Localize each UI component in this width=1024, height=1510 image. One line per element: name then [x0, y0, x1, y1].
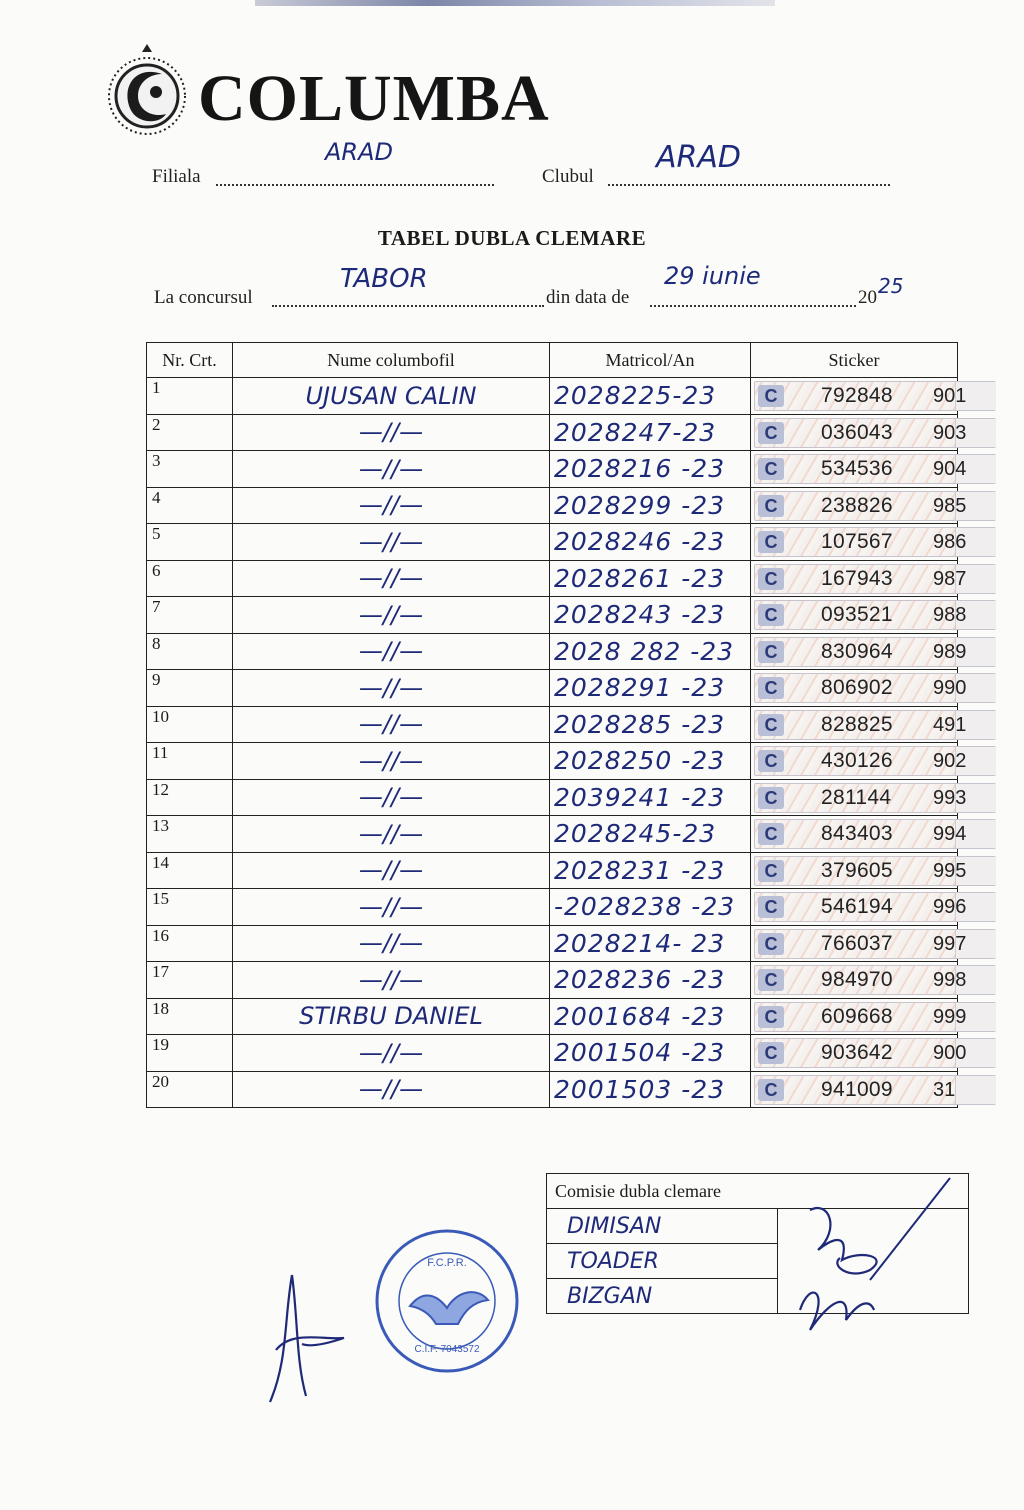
sticker	[754, 673, 996, 703]
ring-number: 2028243 -23	[550, 597, 751, 634]
sticker-seq: 989	[933, 640, 967, 663]
sticker	[754, 527, 996, 557]
sticker-seq: 990	[933, 677, 967, 699]
ring-number: 2028285 -23	[550, 706, 751, 743]
sticker-logo-icon: C	[758, 385, 784, 407]
row-number: 5	[147, 524, 233, 561]
fancier-name: —//—	[233, 524, 550, 561]
sticker-logo-icon: C	[758, 677, 784, 699]
table-row	[147, 633, 958, 670]
sticker	[754, 819, 996, 849]
sticker-logo-icon: C	[758, 604, 784, 626]
ring-number: 2028246 -23	[550, 524, 751, 561]
sticker-logo-icon: C	[758, 1079, 784, 1101]
association-stamp-icon	[372, 1226, 522, 1376]
fancier-name: —//—	[233, 779, 550, 816]
page-title: TABEL DUBLA CLEMARE	[377, 226, 647, 250]
sticker	[754, 637, 996, 667]
sticker-code: 238826	[821, 493, 893, 517]
ring-number: 2039241 -23	[550, 779, 751, 816]
committee-member-3: BIZGAN	[547, 1279, 778, 1314]
sticker-logo-icon: C	[758, 969, 784, 991]
sticker-seq: 31	[933, 1078, 956, 1101]
sticker-logo-icon: C	[758, 422, 784, 444]
sticker-code: 984970	[821, 968, 893, 991]
contest-value: TABOR	[340, 264, 428, 294]
sticker-logo-icon: C	[758, 787, 784, 809]
sticker-seq: 901	[933, 385, 967, 407]
fancier-name: —//—	[233, 414, 550, 451]
table-row	[147, 706, 958, 743]
ring-number: 2028 282 -23	[550, 633, 751, 670]
table-row	[147, 889, 958, 926]
fancier-name: —//—	[233, 487, 550, 524]
sticker-cell	[751, 706, 967, 743]
sticker-seq: 902	[933, 750, 967, 772]
clubul-label: Clubul	[542, 166, 594, 187]
sticker-seq: 993	[933, 786, 967, 809]
fancier-name: —//—	[233, 451, 550, 488]
table-row	[147, 560, 958, 597]
sticker	[754, 710, 996, 740]
sticker-code: 281144	[821, 785, 892, 809]
sticker-cell	[751, 670, 967, 707]
sticker-code: 167943	[821, 566, 893, 590]
filiala-value: ARAD	[325, 138, 393, 166]
fancier-name: —//—	[233, 852, 550, 889]
row-number: 2	[147, 414, 233, 451]
fancier-name: —//—	[233, 633, 550, 670]
ring-number: 2028236 -23	[550, 962, 751, 999]
sticker-seq: 985	[933, 494, 967, 517]
sticker	[754, 929, 996, 959]
fancier-name: —//—	[233, 706, 550, 743]
row-number: 17	[147, 962, 233, 999]
sticker-code: 546194	[821, 895, 893, 918]
sticker	[754, 892, 996, 922]
year-suffix: 25	[878, 274, 904, 298]
header-matricol: Matricol/An	[550, 343, 751, 378]
table-row	[147, 816, 958, 853]
sticker-logo-icon: C	[758, 714, 784, 736]
table-row	[147, 779, 958, 816]
sticker-seq: 997	[933, 932, 967, 955]
fancier-name: —//—	[233, 1071, 550, 1108]
sticker-seq: 904	[933, 458, 967, 480]
sticker-cell	[751, 743, 967, 780]
sticker	[754, 1075, 996, 1105]
columba-logo-icon	[102, 42, 192, 137]
sticker-logo-icon: C	[758, 458, 784, 480]
contest-line	[272, 305, 544, 307]
sticker-cell	[751, 451, 967, 488]
sticker-seq: 903	[933, 421, 967, 444]
filiala-line	[216, 184, 494, 186]
ring-number: 2028291 -23	[550, 670, 751, 707]
ring-number: 2001503 -23	[550, 1071, 751, 1108]
sticker	[754, 600, 996, 630]
table-row	[147, 743, 958, 780]
sticker-cell	[751, 1071, 958, 1108]
sticker	[754, 381, 996, 411]
sticker-seq: 998	[933, 969, 967, 991]
sticker-logo-icon: C	[758, 641, 784, 663]
sticker-code: 941009	[821, 1077, 893, 1101]
row-number: 11	[147, 743, 233, 780]
sticker-code: 036043	[821, 420, 893, 444]
sticker-cell	[751, 378, 967, 415]
fancier-name: —//—	[233, 743, 550, 780]
sticker-code: 430126	[821, 749, 893, 772]
table-row	[147, 1071, 958, 1108]
sticker-cell	[751, 1035, 967, 1072]
sticker-cell	[751, 633, 967, 670]
ring-number: 2028225-23	[550, 378, 751, 415]
sticker	[754, 1002, 996, 1032]
row-number: 4	[147, 487, 233, 524]
committee-member-2: TOADER	[547, 1244, 778, 1279]
sticker-cell	[751, 889, 967, 926]
row-number: 14	[147, 852, 233, 889]
sticker-logo-icon: C	[758, 750, 784, 772]
sticker-seq: 986	[933, 531, 967, 553]
sticker	[754, 783, 996, 813]
sticker-cell	[751, 487, 967, 524]
sticker-seq: 995	[933, 859, 967, 882]
date-label: din data de	[546, 287, 630, 308]
table-row	[147, 925, 958, 962]
sticker-code: 828825	[821, 712, 893, 736]
committee-member-1: DIMISAN	[547, 1209, 778, 1244]
row-number: 18	[147, 998, 233, 1035]
sticker-logo-icon: C	[758, 568, 784, 590]
sticker-cell	[751, 597, 967, 634]
row-number: 1	[147, 378, 233, 415]
table-header-row	[147, 343, 958, 378]
table-row	[147, 852, 958, 889]
sticker-code: 843403	[821, 822, 893, 845]
sticker-logo-icon: C	[758, 933, 784, 955]
fancier-name: —//—	[233, 816, 550, 853]
contest-label: La concursul	[154, 287, 253, 308]
row-number: 8	[147, 633, 233, 670]
sticker	[754, 418, 996, 448]
table-body	[147, 378, 967, 1108]
sticker-seq: 988	[933, 604, 967, 626]
ring-number: 2028216 -23	[550, 451, 751, 488]
sticker-cell	[751, 524, 967, 561]
committee-signature-icon	[770, 1170, 960, 1350]
row-number: 12	[147, 779, 233, 816]
table-row	[147, 1035, 958, 1072]
table-row	[147, 524, 958, 561]
svg-text:C.I.F. 7043572: C.I.F. 7043572	[414, 1344, 480, 1355]
sticker-code: 903642	[821, 1041, 893, 1064]
fancier-name: —//—	[233, 889, 550, 926]
sticker-tail	[955, 1076, 996, 1104]
sticker-cell	[751, 852, 967, 889]
sticker-logo-icon: C	[758, 896, 784, 918]
ring-number: 2001504 -23	[550, 1035, 751, 1072]
table-row	[147, 451, 958, 488]
president-signature-icon	[262, 1270, 362, 1410]
sticker-logo-icon: C	[758, 495, 784, 517]
committee-header: Comisie dubla clemare	[547, 1174, 969, 1209]
sticker-seq: 999	[933, 1005, 967, 1028]
sticker	[754, 856, 996, 886]
fancier-name: —//—	[233, 925, 550, 962]
date-line	[650, 305, 856, 307]
sticker	[754, 491, 996, 521]
row-number: 20	[147, 1071, 233, 1108]
table-row	[147, 962, 958, 999]
table-row	[147, 414, 958, 451]
ring-number: 2028247-23	[550, 414, 751, 451]
sticker-code: 792848	[821, 384, 893, 407]
sticker	[754, 1038, 996, 1068]
date-value: 29 iunie	[664, 262, 761, 290]
sticker-logo-icon: C	[758, 1006, 784, 1028]
sticker-cell	[751, 414, 967, 451]
sticker-code: 379605	[821, 858, 893, 882]
header-nr: Nr. Crt.	[147, 343, 233, 378]
sticker-logo-icon: C	[758, 860, 784, 882]
table-row	[147, 378, 958, 415]
ring-number: 2028245-23	[550, 816, 751, 853]
sticker-code: 093521	[821, 603, 893, 626]
fancier-name: STIRBU DANIEL	[233, 998, 550, 1035]
ring-number: -2028238 -23	[550, 889, 751, 926]
fancier-name: UJUSAN CALIN	[233, 378, 550, 415]
table-row	[147, 670, 958, 707]
sticker-code: 534536	[821, 457, 893, 480]
sticker-cell	[751, 998, 967, 1035]
sticker-seq: 491	[933, 713, 967, 736]
fancier-name: —//—	[233, 962, 550, 999]
svg-text:F.C.P.R.: F.C.P.R.	[427, 1257, 467, 1269]
sticker	[754, 564, 996, 594]
sticker-seq: 994	[933, 823, 967, 845]
fancier-name: —//—	[233, 560, 550, 597]
sticker-cell	[751, 816, 967, 853]
sticker	[754, 454, 996, 484]
header-sticker: Sticker	[751, 343, 958, 378]
ring-number: 2028214- 23	[550, 925, 751, 962]
ring-number: 2028299 -23	[550, 487, 751, 524]
sticker-seq: 987	[933, 567, 967, 590]
sticker-seq: 996	[933, 896, 967, 918]
filiala-label: Filiala	[152, 166, 201, 187]
table-row	[147, 487, 958, 524]
row-number: 19	[147, 1035, 233, 1072]
clubul-value: ARAD	[656, 140, 741, 175]
sticker-seq: 900	[933, 1042, 967, 1064]
ring-number: 2028261 -23	[550, 560, 751, 597]
row-number: 13	[147, 816, 233, 853]
sticker-code: 830964	[821, 639, 893, 663]
ring-number: 2001684 -23	[550, 998, 751, 1035]
row-number: 15	[147, 889, 233, 926]
fancier-name: —//—	[233, 597, 550, 634]
double-clock-table	[146, 342, 967, 1108]
sticker-code: 609668	[821, 1004, 893, 1028]
sticker-code: 766037	[821, 931, 893, 955]
sticker-code: 107567	[821, 530, 893, 553]
sticker	[754, 746, 996, 776]
sticker-cell	[751, 560, 967, 597]
ring-number: 2028250 -23	[550, 743, 751, 780]
row-number: 3	[147, 451, 233, 488]
sticker	[754, 965, 996, 995]
sticker-logo-icon: C	[758, 1042, 784, 1064]
ring-number: 2028231 -23	[550, 852, 751, 889]
fancier-name: —//—	[233, 670, 550, 707]
sticker-cell	[751, 962, 967, 999]
sticker-code: 806902	[821, 676, 893, 699]
table-row	[147, 597, 958, 634]
table-row	[147, 998, 958, 1035]
row-number: 10	[147, 706, 233, 743]
row-number: 16	[147, 925, 233, 962]
row-number: 7	[147, 597, 233, 634]
sticker-logo-icon: C	[758, 823, 784, 845]
row-number: 9	[147, 670, 233, 707]
row-number: 6	[147, 560, 233, 597]
clubul-line	[608, 184, 890, 186]
sticker-cell	[751, 925, 967, 962]
year-prefix: 20	[858, 287, 877, 308]
header-name: Nume columbofil	[233, 343, 550, 378]
fancier-name: —//—	[233, 1035, 550, 1072]
brand-name: COLUMBA	[198, 62, 550, 135]
top-edge-strip	[255, 0, 775, 6]
sticker-cell	[751, 779, 967, 816]
sticker-logo-icon: C	[758, 531, 784, 553]
